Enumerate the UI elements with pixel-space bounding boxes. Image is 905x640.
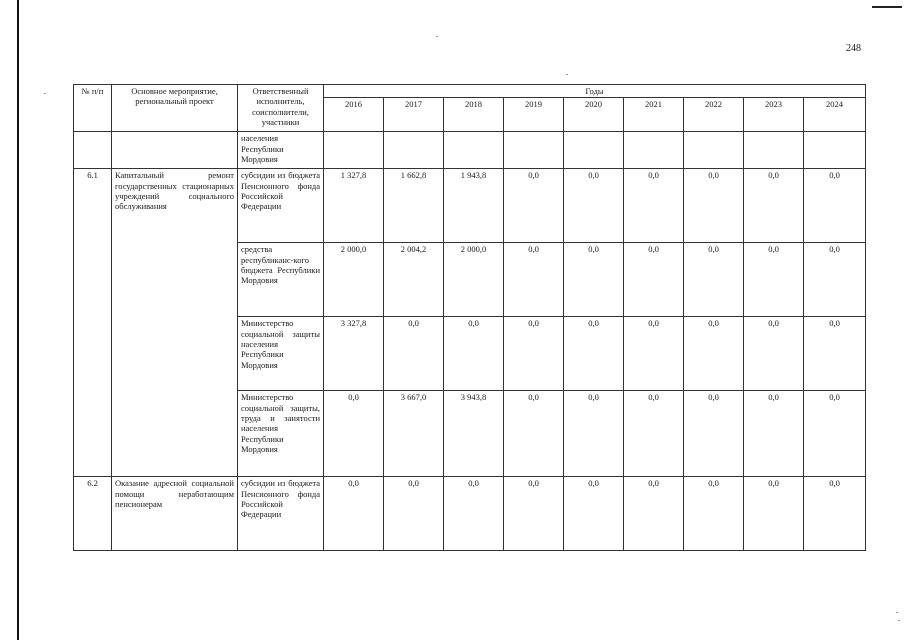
cell-value: [744, 132, 804, 169]
header-responsible: Ответственный исполнитель, соисполнители, участники: [238, 85, 324, 132]
cell-value: 0,0: [804, 317, 866, 391]
cell-value: 2 000,0: [324, 243, 384, 317]
cell-value: 3 943,8: [444, 391, 504, 477]
scan-speck: [898, 620, 900, 621]
cell-value: 0,0: [744, 477, 804, 551]
page-number: 248: [846, 43, 861, 54]
cell-value: 2 000,0: [444, 243, 504, 317]
cell-value: 0,0: [744, 169, 804, 243]
cell-value: [384, 132, 444, 169]
cell-value: 0,0: [624, 391, 684, 477]
header-num: № п/п: [74, 85, 112, 132]
cell-value: 0,0: [684, 169, 744, 243]
header-event: Основное мероприятие, региональный проект: [112, 85, 238, 132]
cell-value: 0,0: [684, 477, 744, 551]
header-year: 2016: [324, 98, 384, 132]
cell-value: 0,0: [384, 477, 444, 551]
table-row: [74, 477, 866, 551]
cell-event: Капитальный ремонт государственных стационарных учреждений социального обслуживания: [112, 169, 238, 477]
cell-value: [684, 132, 744, 169]
cell-responsible: населения Республики Мордовия: [238, 132, 324, 169]
cell-value: 0,0: [564, 391, 624, 477]
header-year: 2020: [564, 98, 624, 132]
cell-value: 0,0: [324, 477, 384, 551]
cell-value: [444, 132, 504, 169]
cell-value: [324, 132, 384, 169]
scan-speck: [566, 74, 568, 75]
cell-value: 0,0: [744, 391, 804, 477]
cell-value: 0,0: [624, 317, 684, 391]
cell-value: 1 327,8: [324, 169, 384, 243]
cell-value: 0,0: [504, 317, 564, 391]
cell-value: 1 662,8: [384, 169, 444, 243]
cell-num: 6.1: [74, 169, 112, 477]
header-row-group: [74, 85, 866, 98]
program-table: [73, 84, 866, 551]
cell-value: 0,0: [564, 243, 624, 317]
cell-responsible: субсидии из бюджета Пенсионного фонда Российской Федерации: [238, 477, 324, 551]
cell-value: 0,0: [444, 317, 504, 391]
header-year: 2021: [624, 98, 684, 132]
header-year: 2017: [384, 98, 444, 132]
cell-value: 0,0: [504, 169, 564, 243]
scan-mark: [872, 6, 902, 8]
table-row: [74, 169, 866, 243]
cell-num: [74, 132, 112, 169]
cell-value: 0,0: [804, 169, 866, 243]
cell-value: 2 004,2: [384, 243, 444, 317]
cell-value: 0,0: [444, 477, 504, 551]
cell-value: [504, 132, 564, 169]
cell-event: [112, 132, 238, 169]
cell-value: 0,0: [324, 391, 384, 477]
cell-value: 3 667,0: [384, 391, 444, 477]
scan-speck: [896, 612, 898, 613]
cell-event: Оказание адресной социальной помощи неработающим пенсионерам: [112, 477, 238, 551]
cell-value: 1 943,8: [444, 169, 504, 243]
cell-value: 0,0: [624, 477, 684, 551]
cell-value: 0,0: [564, 477, 624, 551]
header-year: 2023: [744, 98, 804, 132]
cell-value: 0,0: [564, 169, 624, 243]
cell-value: 0,0: [624, 243, 684, 317]
cell-value: [804, 132, 866, 169]
header-year: 2018: [444, 98, 504, 132]
cell-value: 0,0: [804, 477, 866, 551]
cell-value: 0,0: [804, 243, 866, 317]
cell-value: 0,0: [624, 169, 684, 243]
header-year: 2024: [804, 98, 866, 132]
cell-value: 0,0: [504, 243, 564, 317]
cell-value: 0,0: [504, 391, 564, 477]
scan-edge-line: [17, 0, 19, 640]
scan-speck: [44, 93, 46, 94]
cell-value: 0,0: [684, 391, 744, 477]
cell-value: 0,0: [744, 317, 804, 391]
scan-speck: [436, 36, 438, 37]
table-row-continuation: [74, 132, 866, 169]
cell-responsible: Министерство социальной защиты, труда и занятости населения Республики Мордовия: [238, 391, 324, 477]
cell-value: 0,0: [744, 243, 804, 317]
header-year: 2022: [684, 98, 744, 132]
cell-value: [624, 132, 684, 169]
cell-value: 3 327,8: [324, 317, 384, 391]
cell-value: 0,0: [504, 477, 564, 551]
header-year: 2019: [504, 98, 564, 132]
cell-num: 6.2: [74, 477, 112, 551]
cell-value: [564, 132, 624, 169]
cell-responsible: средства республиканс-кого бюджета Республики Мордовия: [238, 243, 324, 317]
cell-value: 0,0: [684, 317, 744, 391]
cell-value: 0,0: [684, 243, 744, 317]
cell-responsible: субсидии из бюджета Пенсионного фонда Российской Федерации: [238, 169, 324, 243]
cell-value: 0,0: [804, 391, 866, 477]
cell-value: 0,0: [384, 317, 444, 391]
header-years: Годы: [324, 85, 866, 98]
cell-responsible: Министерство социальной защиты населения Республики Мордовия: [238, 317, 324, 391]
cell-value: 0,0: [564, 317, 624, 391]
